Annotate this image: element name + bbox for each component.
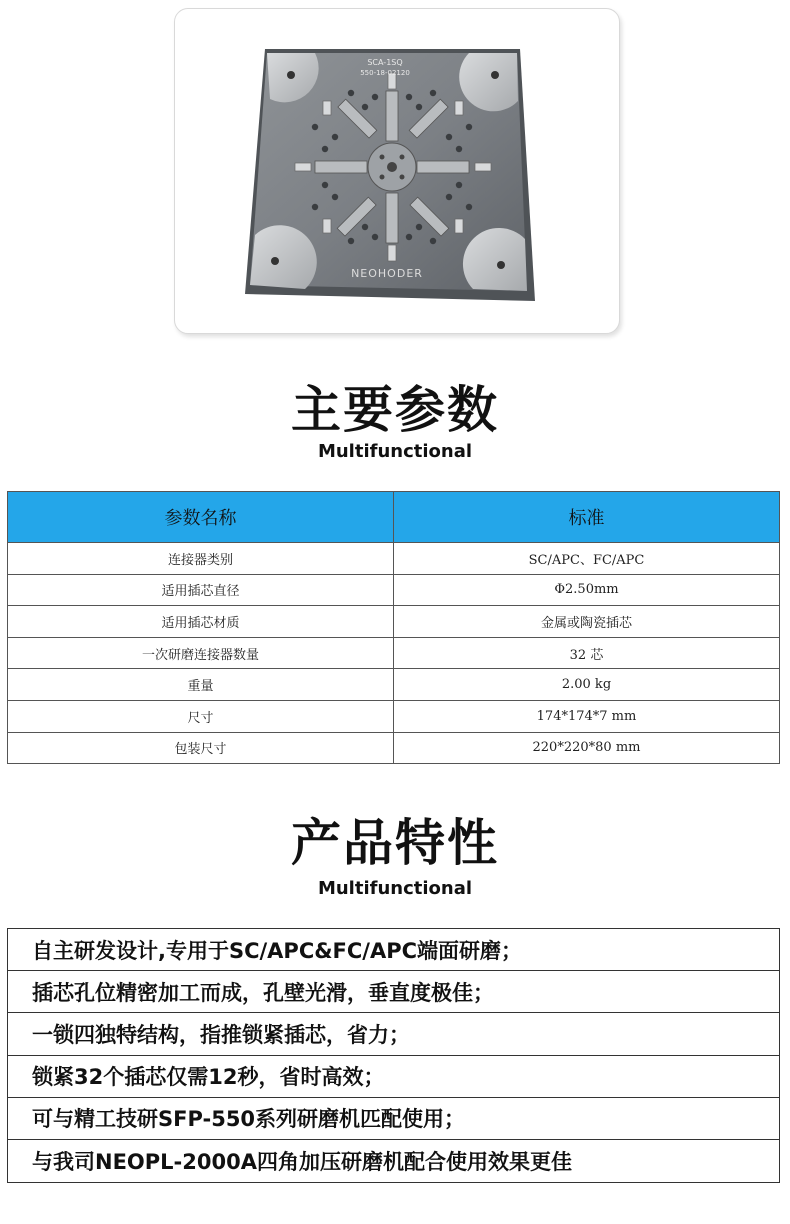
param-name: 连接器类别 (8, 543, 394, 575)
param-name: 适用插芯材质 (8, 606, 394, 638)
param-name: 适用插芯直径 (8, 574, 394, 606)
param-name: 尺寸 (8, 700, 394, 732)
param-value: 金属或陶瓷插芯 (394, 606, 780, 638)
polishing-fixture-illustration (175, 9, 620, 334)
feature-item: 与我司NEOPL-2000A四角加压研磨机配合使用效果更佳 (32, 1150, 572, 1175)
feature-item: 自主研发设计,专用于SC/APC&FC/APC端面研磨； (8, 929, 779, 971)
plate-model-label: SCA-1SQ (367, 58, 403, 67)
table-row (8, 700, 780, 732)
table-row (8, 574, 780, 606)
product-image (174, 8, 620, 334)
section-title-features: 产品特性 (291, 814, 499, 872)
parameter-table (7, 491, 780, 764)
plate-serial-label: 550-18-02120 (360, 69, 410, 77)
section-subtitle-parameters: Multifunctional (317, 441, 473, 462)
param-name: 包装尺寸 (8, 732, 394, 764)
header-standard: 标准 (394, 492, 780, 543)
param-value: SC/APC、FC/APC (394, 543, 780, 575)
param-value: Φ2.50mm (394, 574, 780, 606)
table-row (8, 637, 780, 669)
section-subtitle-features: Multifunctional (317, 878, 473, 899)
table-row (8, 669, 780, 701)
brand-mark: NEOHODER (351, 267, 423, 280)
param-value: 174*174*7 mm (394, 700, 780, 732)
table-row (8, 606, 780, 638)
table-row (8, 543, 780, 575)
feature-item: 一锁四独特结构，指推锁紧插芯，省力； (8, 1013, 779, 1055)
param-value: 2.00 kg (394, 669, 780, 701)
param-name: 一次研磨连接器数量 (8, 637, 394, 669)
param-value: 220*220*80 mm (394, 732, 780, 764)
feature-item: 插芯孔位精密加工而成，孔壁光滑，垂直度极佳； (8, 971, 779, 1013)
header-param-name: 参数名称 (8, 492, 394, 543)
section-title-parameters: 主要参数 (291, 381, 499, 439)
feature-item: 可与精工技研SFP-550系列研磨机匹配使用； (8, 1098, 779, 1140)
table-header-row (8, 492, 780, 543)
param-value: 32 芯 (394, 637, 780, 669)
table-row (8, 732, 780, 764)
param-name: 重量 (8, 669, 394, 701)
feature-list (7, 928, 780, 1183)
feature-item: 锁紧32个插芯仅需12秒，省时高效； (8, 1056, 779, 1098)
